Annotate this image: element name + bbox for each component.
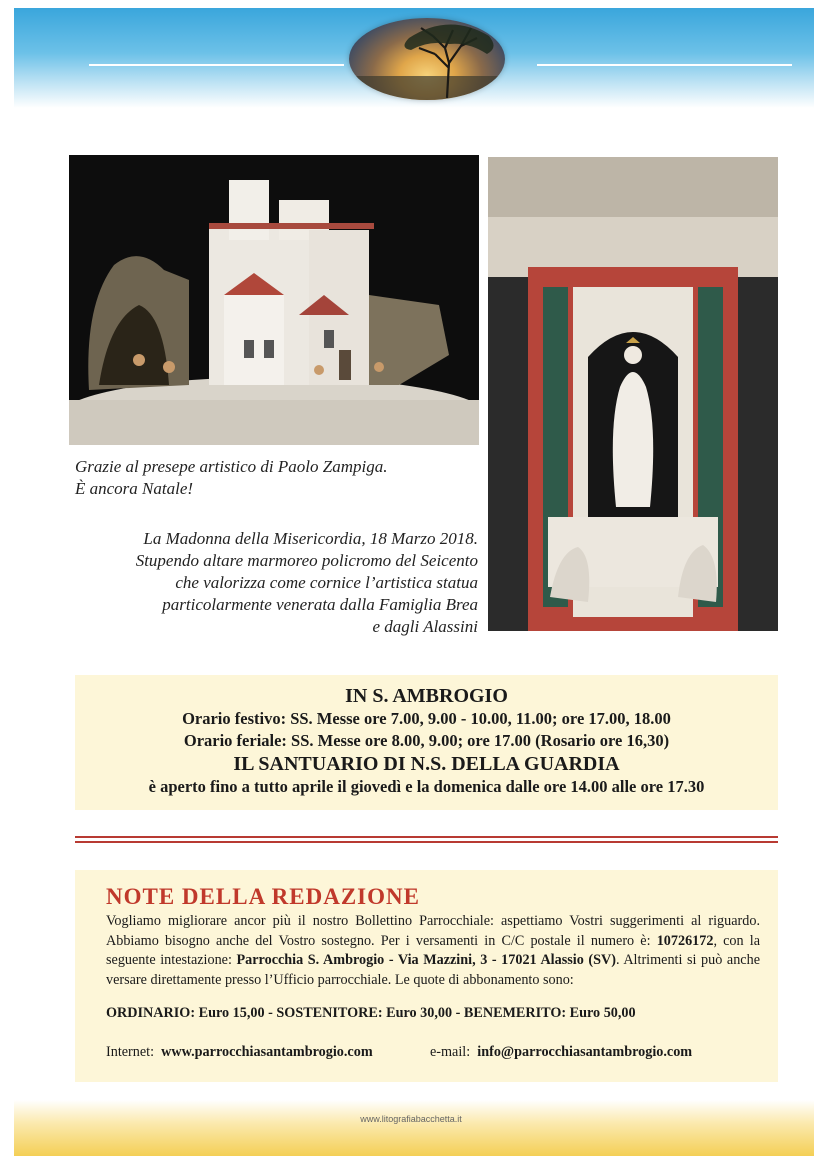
header-rule-right — [537, 64, 792, 66]
notes-text: . Altrimenti si può anche versare direttamente presso l’Ufficio parrocchiale. Le quote di abbonamento sono: — [106, 952, 760, 988]
mass-schedule-box — [75, 675, 778, 810]
madonna-caption-line: Stupendo altare marmoreo policromo del Seicento — [135, 551, 478, 570]
footer-band — [14, 1100, 814, 1156]
internet-label: Internet: — [106, 1044, 155, 1060]
subscription-rates: ORDINARIO: Euro 15,00 - SOSTENITORE: Euro 30,00 - BENEMERITO: Euro 50,00 — [106, 1005, 636, 1021]
santuario-hours: è aperto fino a tutto aprile il giovedì e la domenica dalle ore 14.00 alle ore 17.30 — [148, 777, 705, 796]
postal-account-number: 10726172 — [656, 932, 714, 949]
madonna-caption-line: che valorizza come cornice l’artistica statua — [175, 573, 478, 592]
madonna-caption-line: particolarmente venerata dalla Famiglia Brea — [162, 595, 478, 614]
divider-line — [75, 836, 778, 838]
editorial-notes-box — [75, 870, 778, 1082]
nativity-caption — [75, 456, 475, 500]
schedule-title: IN S. AMBROGIO — [345, 685, 508, 707]
internet-contact — [106, 1044, 373, 1061]
email-label: e-mail: — [430, 1044, 471, 1060]
schedule-festivo: Orario festivo: SS. Messe ore 7.00, 9.00 - 10.00, 11.00; ore 17.00, 18.00 — [182, 709, 671, 728]
website-link[interactable]: www.parrocchiasantambrogio.com — [161, 1044, 373, 1060]
divider-line — [75, 841, 778, 843]
nativity-caption-line: È ancora Natale! — [75, 479, 194, 498]
madonna-caption-line: e dagli Alassini — [372, 617, 478, 636]
madonna-altar-photo — [488, 157, 778, 631]
nativity-caption-line: Grazie al presepe artistico di Paolo Zampiga. — [75, 457, 388, 476]
notes-body — [106, 912, 760, 990]
email-link[interactable]: info@parrocchiasantambrogio.com — [477, 1044, 693, 1060]
printer-credit: www.litografiabacchetta.it — [360, 1114, 462, 1124]
santuario-title: IL SANTUARIO DI N.S. DELLA GUARDIA — [233, 753, 620, 775]
notes-text: Vogliamo migliorare ancor più il nostro Bollettino Parrocchiale: aspettiamo Vostri suggerimenti al riguardo. Abbiamo bisogno anche del Vostro sostegno. Per i versamenti in C/C postale il numero è: — [106, 913, 760, 949]
nativity-scene-photo — [69, 155, 479, 445]
tree-sunset-emblem-icon — [349, 18, 505, 100]
madonna-caption — [80, 528, 478, 638]
account-holder: Parrocchia S. Ambrogio - Via Mazzini, 3 - 17021 Alassio (SV) — [236, 952, 616, 968]
notes-text: , con la seguente intestazione: — [106, 932, 760, 968]
email-contact — [430, 1044, 692, 1061]
header-rule-left — [89, 64, 344, 66]
madonna-caption-line: La Madonna della Misericordia, 18 Marzo 2018. — [143, 529, 478, 548]
notes-title: NOTE DELLA REDAZIONE — [106, 884, 420, 909]
schedule-feriale: Orario feriale: SS. Messe ore 8.00, 9.00; ore 17.00 (Rosario ore 16,30) — [183, 731, 670, 750]
